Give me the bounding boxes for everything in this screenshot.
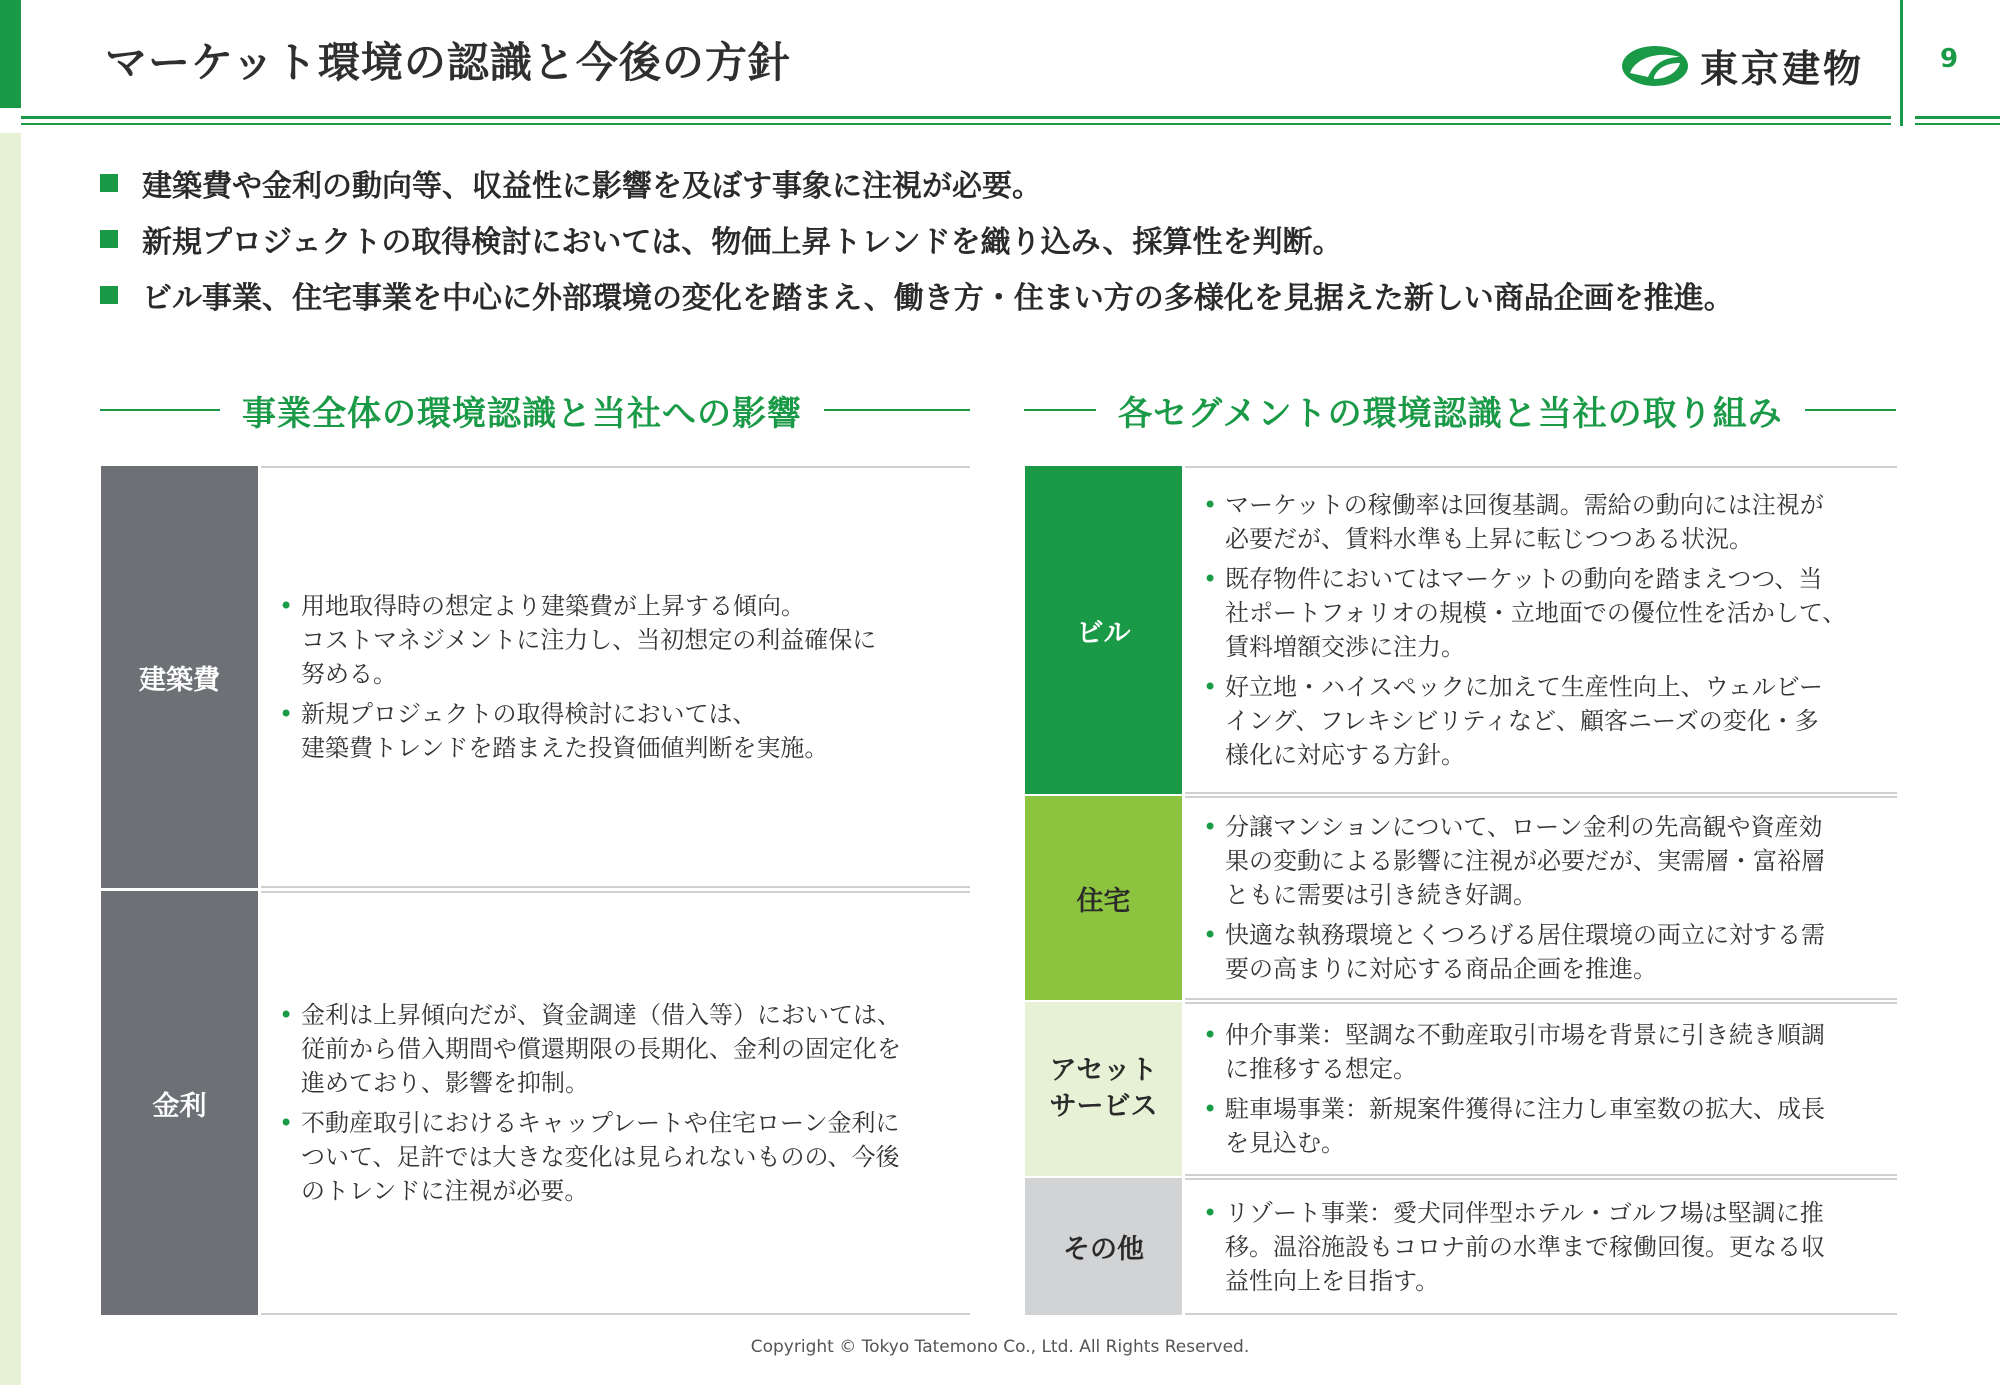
list-item: • 駐車場事業：新規案件獲得に注力し車室数の拡大、成長 を見込む。 xyxy=(1203,1092,1825,1160)
header-rule-right-thin xyxy=(1915,123,2000,125)
table-row-residential xyxy=(1025,796,1897,1000)
summary-bullet: 新規プロジェクトの取得検討においては、物価上昇トレンドを織り込み、採算性を判断。 xyxy=(100,211,1734,267)
page-title: マーケット環境の認識と今後の方針 xyxy=(105,38,791,87)
table-row-interest-rate xyxy=(101,891,970,1315)
summary-bullet: ビル事業、住宅事業を中心に外部環境の変化を踏まえ、働き方・住まい方の多様化を見据えた新しい商品企画を推進。 xyxy=(100,267,1734,323)
row-content xyxy=(1185,1002,1897,1176)
category-label: 住宅 xyxy=(1025,796,1182,1000)
row-content xyxy=(1185,796,1897,1000)
list-item: • 新規プロジェクトの取得検討においては、 建築費トレンドを踏まえた投資価値判断を実施。 xyxy=(279,697,876,765)
category-label: 金利 xyxy=(101,891,258,1315)
row-content xyxy=(261,466,970,888)
table-row-building xyxy=(1025,466,1897,794)
category-label: その他 xyxy=(1025,1178,1182,1315)
logo-text: 東京建物 xyxy=(1700,47,1865,91)
list-item: • 好立地・ハイスペックに加えて生産性向上、ウェルビー イング、フレキシビリティなど、顧客ニーズの変化・多 様化に対応する方針。 xyxy=(1203,670,1846,772)
header-divider xyxy=(1900,0,1903,126)
square-bullet-icon xyxy=(100,230,118,248)
row-content xyxy=(1185,466,1897,794)
row-content xyxy=(1185,1178,1897,1315)
copyright-text: Copyright © Tokyo Tatemono Co., Ltd. All Rights Reserved. xyxy=(750,1337,1250,1357)
right-section-heading: 各セグメントの環境認識と当社の取り組み xyxy=(1024,384,1896,436)
list-item: • 金利は上昇傾向だが、資金調達（借入等）においては、 従前から借入期間や償還期限の長期化、金利の固定化を 進めており、影響を抑制。 xyxy=(279,998,901,1100)
category-label: アセット サービス xyxy=(1025,1002,1182,1176)
list-item: • 快適な執務環境とくつろげる居住環境の両立に対する需 要の高まりに対応する商品企画を推進。 xyxy=(1203,918,1825,986)
summary-bullet: 建築費や金利の動向等、収益性に影響を及ぼす事象に注視が必要。 xyxy=(100,155,1734,211)
table-row-asset-services xyxy=(1025,1002,1897,1176)
category-label: 建築費 xyxy=(101,466,258,888)
list-item: • リゾート事業：愛犬同伴型ホテル・ゴルフ場は堅調に推 移。温浴施設もコロナ前の水準まで稼働回復。更なる収 益性向上を目指す。 xyxy=(1203,1196,1825,1298)
header-rule-thin xyxy=(21,123,1891,125)
page-number: 9 xyxy=(1940,44,1959,74)
summary-bullets xyxy=(100,155,1734,323)
row-content xyxy=(261,891,970,1315)
list-item: • 不動産取引におけるキャップレートや住宅ローン金利に ついて、足許では大きな変化は見られないものの、今後 のトレンドに注視が必要。 xyxy=(279,1106,901,1208)
list-item: • 仲介事業：堅調な不動産取引市場を背景に引き続き順調 に推移する想定。 xyxy=(1203,1018,1825,1086)
list-item: • 用地取得時の想定より建築費が上昇する傾向。 コストマネジメントに注力し、当初想定の利益確保に 努める。 xyxy=(279,589,876,691)
list-item: • 分譲マンションについて、ローン金利の先高観や資産効 果の変動による影響に注視が必要だが、実需層・富裕層 ともに需要は引き続き好調。 xyxy=(1203,810,1825,912)
logo-mark-icon xyxy=(1620,43,1690,89)
header-accent-bar xyxy=(0,0,21,108)
table-row-construction-cost xyxy=(101,466,970,888)
list-item: • 既存物件においてはマーケットの動向を踏まえつつ、当 社ポートフォリオの規模・立地面での優位性を活かして、 賃料増額交渉に注力。 xyxy=(1203,562,1846,664)
square-bullet-icon xyxy=(100,174,118,192)
square-bullet-icon xyxy=(100,286,118,304)
category-label: ビル xyxy=(1025,466,1182,794)
table-row-other xyxy=(1025,1178,1897,1315)
list-item: • マーケットの稼働率は回復基調。需給の動向には注視が 必要だが、賃料水準も上昇に転じつつある状況。 xyxy=(1203,488,1846,556)
side-strip xyxy=(0,133,21,1385)
company-logo xyxy=(1620,38,1864,93)
header-rule xyxy=(21,116,1891,119)
left-section-heading: 事業全体の環境認識と当社への影響 xyxy=(100,384,970,436)
header-rule-right xyxy=(1915,116,2000,119)
